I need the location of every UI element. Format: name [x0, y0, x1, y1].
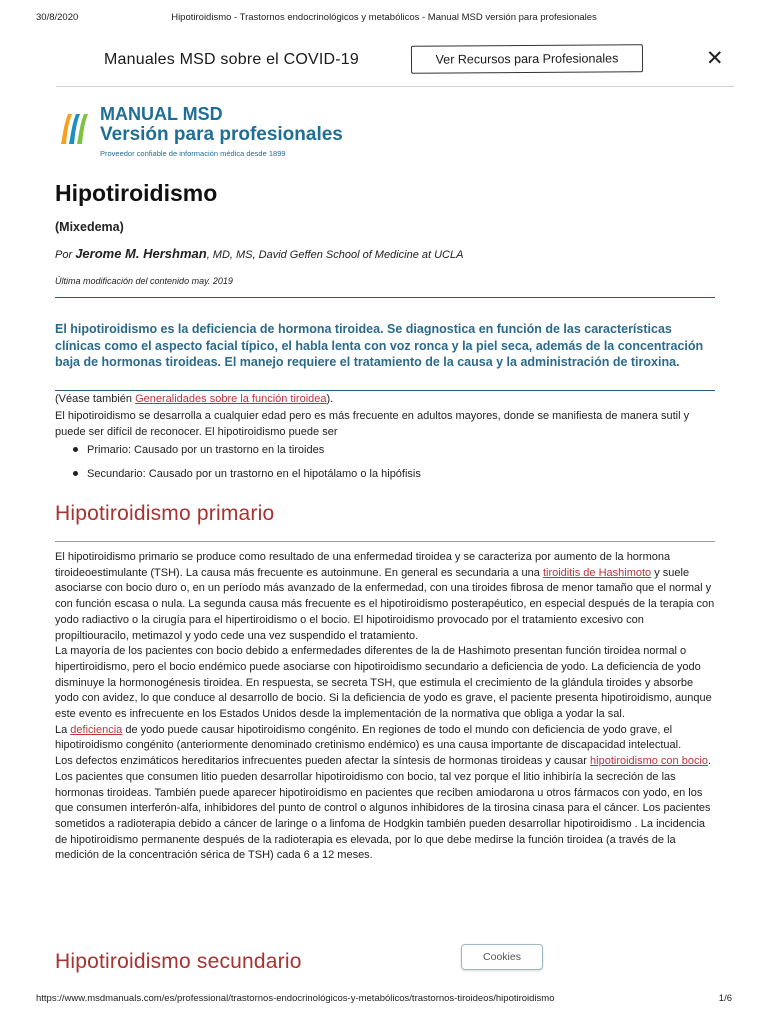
close-icon[interactable]: ✕: [706, 47, 724, 70]
paragraph-text: y suele asociarse con bocio duro o, en un período más avanzado de la enfermedad, con una tiroides fibrosa de menor tamaño que el normal y con función escasa o nula. La segunda causa más frecuente es el hipotiroidismo posterapéutico, en especial después de la terapia con yodo radiactivo o la cirugía para el hipertiroidismo o el bocio. El hipotiroidismo provocado por el tratamiento excesivo con propiltiouracilo, metimazol y yodo cede una vez suspendido el tratamiento.: [55, 566, 715, 642]
logo-tagline: Proveedor confiable de información médica desde 1899: [100, 149, 286, 158]
paragraph: Los pacientes que consumen litio pueden desarrollar hipotiroidismo con bocio, tal vez porque el litio inhibiría la secreción de las hormonas tiroideas. También puede aparecer hipotiroidismo en pacientes que reciben amiodarona u otros fármacos con yodo, en los que consumen interferón-alfa, inhibidores del punto de control o algunos inhibidores de la tirosina cinasa para el cáncer. Los pacientes sometidos a radioterapia debido a cáncer de laringe o a linfoma de Hodgkin también pueden desarrollar hipotiroidismo . La incidencia de hipotiroidismo permanente después de la radioterapia es elevada, por lo que debe medirse la función tiroidea (a través de la medición de la concentración sérica de TSH) cada 6 a 12 meses.: [55, 770, 711, 862]
paragraph-text: de yodo puede causar hipotiroidismo congénito. En regiones de todo el mundo con deficiencia de yodo grave, el hipotiroidismo congénito (anteriormente denominado cretinismo endémico) es una causa importante de discapacidad intelectual.: [55, 723, 682, 752]
last-modified: Última modificación del contenido may. 2019: [55, 276, 233, 286]
paragraph-text: Los defectos enzimáticos hereditarios infrecuentes pueden afectar la síntesis de hormonas tiroideas y causar: [55, 755, 591, 768]
cookies-button[interactable]: Cookies: [461, 944, 543, 970]
logo-mark-icon: [58, 108, 92, 148]
paragraph: [55, 723, 715, 754]
paragraph-text: La: [55, 723, 71, 736]
goiter-hypothyroidism-link[interactable]: hipotiroidismo con bocio: [590, 755, 709, 768]
paragraph-text: .: [708, 755, 712, 768]
page-number: 1/6: [718, 993, 732, 1004]
see-also-link[interactable]: Generalidades sobre la función tiroidea: [135, 393, 327, 405]
print-doc-title: Hipotiroidismo - Trastornos endocrinológicos y metabólicos - Manual MSD versión para profesionales: [171, 12, 597, 23]
hashimoto-link[interactable]: tiroiditis de Hashimoto: [542, 566, 652, 579]
deficiency-link[interactable]: deficiencia: [70, 723, 123, 736]
intro-paragraph: El hipotiroidismo se desarrolla a cualquier edad pero es más frecuente en adultos mayores, donde se manifiesta de manera sutil y puede ser difícil de reconocer. El hipotiroidismo puede ser: [55, 410, 690, 438]
see-also-suffix: ).: [326, 393, 334, 405]
section-heading-primary[interactable]: Hipotiroidismo primario: [55, 502, 275, 525]
see-also-prefix: (Véase también: [55, 393, 136, 405]
paragraph: [55, 754, 715, 770]
logo-subtitle: Versión para profesionales: [100, 124, 343, 145]
divider: [55, 390, 715, 391]
type-list: [55, 440, 715, 488]
alternate-name: (Mixedema): [55, 220, 124, 234]
see-also: [55, 393, 715, 405]
byline-prefix: Por: [55, 249, 73, 261]
article-summary: El hipotiroidismo es la deficiencia de hormona tiroidea. Se diagnostica en función de las características clínicas como el aspecto facial típico, el habla lenta con voz ronca y la piel seca, además de la concentración baja de hormonas tiroideas. El manejo requiere el tratamiento de la causa y la administración de tiroxina.: [55, 322, 704, 369]
paragraph: [55, 550, 715, 644]
covid-banner: [56, 44, 734, 87]
logo-title: MANUAL MSD: [100, 104, 223, 124]
divider: [55, 541, 715, 542]
author-link[interactable]: Jerome M. Hershman: [75, 246, 207, 261]
list-item: Secundario: Causado por un trastorno en el hipotálamo o la hipófisis: [55, 464, 715, 488]
print-date: 30/8/2020: [36, 12, 79, 23]
primary-section-body: [55, 550, 715, 864]
covid-banner-title: Manuales MSD sobre el COVID-19: [104, 51, 359, 68]
author-credentials: , MD, MS, David Geffen School of Medicine at UCLA: [206, 249, 464, 261]
print-footer: [36, 993, 732, 1004]
paragraph: La mayoría de los pacientes con bocio debido a enfermedades diferentes de la de Hashimoto presentan función tiroidea normal o hipertiroidismo, pero el bocio endémico puede asociarse con hipotiroidismo secundario a deficiencia de yodo. La deficiencia de yodo disminuye la hormonogénesis tiroidea. En respuesta, se secreta TSH, que estimula el crecimiento de la glándula tiroides y absorbe yodo con avidez, lo que conduce al desarrollo de bocio. Si la deficiencia de yodo es grave, el paciente presenta hipotiroidismo, aunque este evento es infrecuente en los Estados Unidos desde la implementación de la normativa que obliga a yodar la sal.: [55, 645, 712, 721]
byline: [55, 246, 715, 261]
paragraph-text: El hipotiroidismo primario se produce como resultado de una enfermedad tiroidea y se caracteriza por aumento de la hormona tiroideoestimulante (TSH). La causa más frecuente es autoinmune. En general es secundaria a una: [55, 551, 671, 579]
divider: [55, 297, 715, 298]
page-url: https://www.msdmanuals.com/es/professional/trastornos-endocrinológicos-y-metabólicos/trastornos-tiroideos/hipotiroidismo: [36, 993, 555, 1004]
list-item: Primario: Causado por un trastorno en la tiroides: [55, 440, 715, 464]
page-title: Hipotiroidismo: [55, 180, 218, 206]
print-header: [36, 12, 732, 23]
section-heading-secondary[interactable]: Hipotiroidismo secundario: [55, 950, 302, 973]
professional-resources-button[interactable]: Ver Recursos para Profesionales: [411, 44, 643, 74]
